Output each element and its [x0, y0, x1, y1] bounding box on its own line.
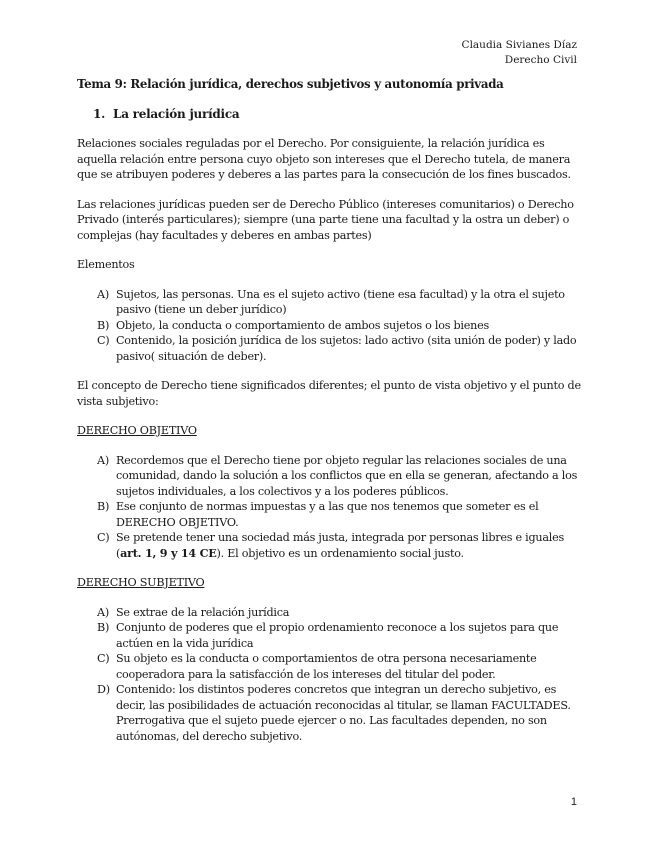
- list-marker: C): [97, 652, 110, 665]
- list-item-text: Ese conjunto de normas impuestas y a las que nos tenemos que someter es el DERECHO OBJETIVO.: [116, 500, 539, 529]
- paragraph-types: Las relaciones jurídicas pueden ser de Derecho Público (intereses comunitarios) o Derecho Privado (interés particulares); siempre (una parte tiene una facultad y la ostra un deber) o complejas (hay facultades y deberes en ambas partes): [77, 197, 574, 242]
- objetivo-list: [77, 453, 582, 562]
- list-item: [97, 651, 582, 682]
- list-marker: B): [97, 621, 110, 634]
- list-item-text-after: ). El objetivo es un ordenamiento social justo.: [216, 546, 464, 560]
- legal-reference: art. 1, 9 y 14 CE: [120, 545, 217, 560]
- list-marker: C): [97, 531, 110, 544]
- list-item-text: Sujetos, las personas. Una es el sujeto activo (tiene esa facultad) y la otra el sujeto pasivo (tiene un deber jurídico): [116, 287, 565, 316]
- list-item-text: Su objeto es la conducta o comportamientos de otra persona necesariamente cooperadora para la satisfacción de los intereses del titular del poder.: [116, 652, 537, 681]
- page-number: 1: [570, 796, 577, 808]
- list-item-text-before: Se pretende tener una sociedad más justa, integrada por personas libres e iguales (: [116, 531, 564, 560]
- list-item-text: Contenido: los distintos poderes concretos que integran un derecho subjetivo, es decir, las posibilidades de actuación reconocidas al titular, se llaman FACULTADES. Prerrogativa que el sujeto puede ejercer o no. Las facultades dependen, no son autónomas, del derecho subjetivo.: [116, 683, 571, 743]
- section-number: 1.: [93, 106, 106, 121]
- paragraph-elementos-label: Elementos: [77, 258, 135, 271]
- header-author: Claudia Sivianes Díaz: [461, 39, 577, 51]
- list-marker: C): [97, 334, 110, 347]
- list-marker: A): [97, 453, 109, 467]
- list-marker: A): [97, 605, 109, 619]
- list-item-text: Conjunto de poderes que el propio ordenamiento reconoce a los sujetos para que actúen en la vida jurídica: [116, 621, 559, 650]
- list-item: [97, 682, 582, 744]
- section-heading: [77, 107, 582, 123]
- section-title: La relación jurídica: [113, 106, 240, 121]
- paragraph-concepto: El concepto de Derecho tiene significados diferentes; el punto de vista objetivo y el punto de vista subjetivo:: [77, 379, 581, 408]
- page-header: [462, 38, 577, 68]
- heading-derecho-objetivo: DERECHO OBJETIVO: [77, 424, 197, 437]
- list-item: [97, 318, 582, 334]
- document-title: Tema 9: Relación jurídica, derechos subjetivos y autonomía privada: [77, 77, 504, 91]
- paragraph-definition: Relaciones sociales reguladas por el Derecho. Por consiguiente, la relación jurídica es aquella relación entre persona cuyo objeto son intereses que el Derecho tutela, de manera que se atribuyen poderes y deberes a las partes para la consecución de los fines buscados.: [77, 137, 571, 181]
- list-item: [97, 453, 582, 500]
- elementos-list: [77, 287, 582, 365]
- list-item: [97, 605, 582, 621]
- list-marker: B): [97, 500, 110, 513]
- list-item: [97, 287, 582, 318]
- list-item: [97, 530, 582, 561]
- list-marker: A): [97, 287, 109, 301]
- list-item: [97, 499, 582, 530]
- subjetivo-list: [77, 605, 582, 745]
- list-marker: D): [97, 683, 110, 696]
- list-item: [97, 333, 582, 364]
- heading-derecho-subjetivo: DERECHO SUBJETIVO: [77, 576, 205, 589]
- list-item: [97, 620, 582, 651]
- header-subject: Derecho Civil: [504, 54, 577, 66]
- document-body: [77, 77, 582, 758]
- list-item-text: Objeto, la conducta o comportamiento de ambos sujetos o los bienes: [116, 318, 489, 332]
- list-marker: B): [97, 318, 110, 332]
- list-item-text: Recordemos que el Derecho tiene por objeto regular las relaciones sociales de una comunidad, dando la solución a los conflictos que en ella se generan, afectando a los sujetos individuales, a los colectivos y a los poderes públicos.: [116, 453, 578, 498]
- list-item-text: Contenido, la posición jurídica de los sujetos: lado activo (sita unión de poder) y lado pasivo( situación de deber).: [116, 334, 577, 363]
- list-item-text: Se extrae de la relación jurídica: [116, 605, 290, 619]
